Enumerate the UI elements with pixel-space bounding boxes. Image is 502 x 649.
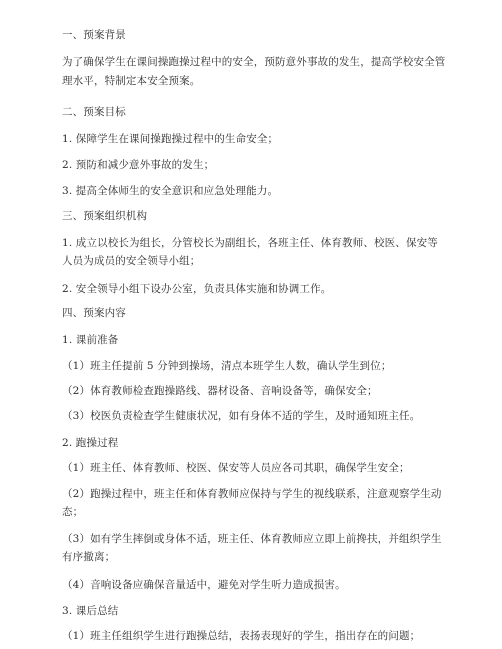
- list-item: （1）班主任提前 5 分钟到操场，清点本班学生人数，确认学生到位；: [62, 360, 392, 372]
- section-heading-organization: 三、预案组织机构: [62, 210, 148, 222]
- list-item-continuation: 有序撤离；: [62, 551, 116, 563]
- list-item: （2）跑操过程中，班主任和体育教师应保持与学生的视线联系，注意观察学生动: [62, 488, 442, 500]
- list-item: 2. 安全领导小组下设办公室，负责具体实施和协调工作。: [62, 283, 332, 295]
- list-item-continuation: 人员为成员的安全领导小组；: [62, 255, 201, 267]
- list-item: （3）校医负责检查学生健康状况，如有身体不适的学生，及时通知班主任。: [62, 410, 421, 422]
- section-heading-content: 四、预案内容: [62, 307, 126, 319]
- section-heading-goals: 二、预案目标: [62, 106, 126, 118]
- list-item: （1）班主任、体育教师、校医、保安等人员应各司其职，确保学生安全；: [62, 462, 410, 474]
- list-item: （1）班主任组织学生进行跑操总结，表扬表现好的学生，指出存在的问题；: [62, 630, 421, 642]
- list-item: 1. 成立以校长为组长，分管校长为副组长，各班主任、体育教师、校医、保安等: [62, 237, 438, 249]
- section-heading-background: 一、预案背景: [62, 29, 126, 41]
- paragraph-line: 理水平，特制定本安全预案。: [62, 75, 201, 87]
- list-item: （4）音响设备应确保音量适中，避免对学生听力造成损害。: [62, 579, 346, 591]
- list-item: 1. 保障学生在课间操跑操过程中的生命安全；: [62, 133, 279, 145]
- list-item-continuation: 态；: [62, 506, 84, 518]
- list-item: 3. 提高全体师生的安全意识和应急处理能力。: [62, 185, 279, 197]
- paragraph-line: 为了确保学生在课间操跑操过程中的安全，预防意外事故的发生，提高学校安全管: [62, 56, 446, 68]
- list-item: （2）体育教师检查跑操路线、器材设备、音响设备等，确保安全；: [62, 385, 378, 397]
- list-item: （3）如有学生摔倒或身体不适，班主任、体育教师应立即上前搀扶，并组织学生: [62, 533, 442, 545]
- list-item: 2. 预防和减少意外事故的发生；: [62, 159, 215, 171]
- subsection-heading: 3. 课后总结: [62, 605, 119, 617]
- subsection-heading: 2. 跑操过程: [62, 437, 119, 449]
- subsection-heading: 1. 课前准备: [62, 334, 119, 346]
